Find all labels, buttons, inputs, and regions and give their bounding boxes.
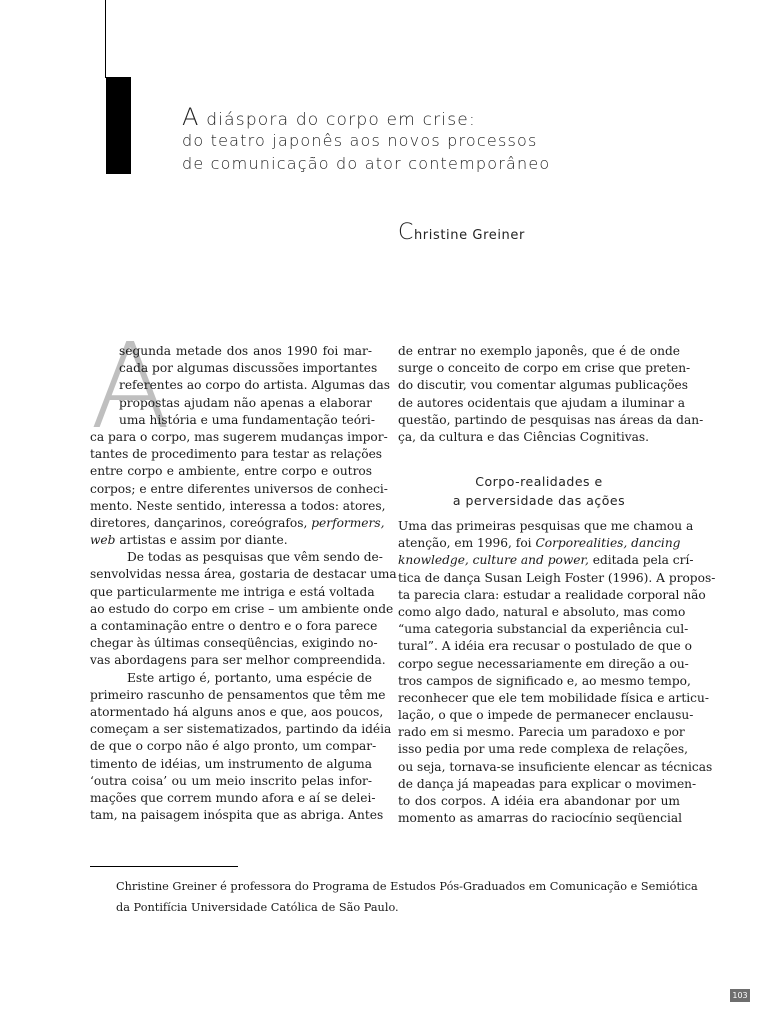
text-line: entre corpo e ambiente, entre corpo e outros (90, 464, 372, 479)
text-line: como algo dado, natural e absoluto, mas como (398, 604, 686, 619)
text-line: de autores ocidentais que ajudam a iluminar a (398, 395, 685, 410)
paragraph-5 (398, 518, 716, 827)
title-accent-bar (106, 77, 131, 174)
text-line: surge o conceito de corpo em crise que preten- (398, 361, 691, 376)
text-line: primeiro rascunho de pensamentos que têm me (90, 687, 386, 702)
column-right-section (398, 518, 716, 827)
text-line: que particularmente me intriga e está voltada (90, 584, 375, 599)
text-line: mações que correm mundo afora e aí se delei- (90, 790, 376, 805)
text-line: “uma categoria substancial da experiência cul- (398, 622, 689, 637)
text-line: de que o corpo não é algo pronto, um compar- (90, 739, 377, 754)
top-vertical-rule (105, 0, 106, 78)
text-line: ou seja, tornava-se insuficiente elencar as técnicas (398, 759, 713, 774)
text-line: ta parecia clara: estudar a realidade corporal não (398, 587, 706, 602)
text-line: timento de idéias, um instrumento de alguma (90, 756, 372, 771)
italic-term: performers, (311, 515, 385, 530)
text-line: isso pedia por uma rede complexa de relações, (398, 742, 689, 757)
text-line: ‘outra coisa’ ou um meio inscrito pelas infor- (90, 773, 372, 788)
text-line: segunda metade dos anos 1990 foi mar- (119, 344, 372, 358)
text-line: do discutir, vou comentar algumas publicações (398, 378, 688, 393)
column-right (398, 343, 704, 446)
text-line: chegar às últimas conseqüências, exigindo no- (90, 636, 378, 651)
text-line: propostas ajudam não apenas a elaborar (119, 395, 372, 410)
text-line: uma história e uma fundamentação teóri- (119, 412, 375, 427)
text-line: de dança já mapeadas para explicar o movimen- (398, 776, 697, 791)
section-heading-line-2: a perversidade das ações (452, 493, 626, 508)
author-name-rest: hristine Greiner (413, 228, 525, 243)
title-line-1 (182, 103, 550, 131)
italic-term: web (90, 533, 116, 548)
text-line: Uma das primeiras pesquisas que me chamou a (398, 519, 694, 533)
text-line: mento. Neste sentido, interessa a todos: atores, (90, 498, 386, 513)
paragraph-3 (90, 670, 392, 825)
paragraph-1 (90, 343, 391, 549)
text-line: Este artigo é, portanto, uma espécie de (127, 670, 372, 685)
text-line: De todas as pesquisas que vêm sendo de- (127, 550, 383, 565)
text-line: ca para o corpo, mas sugerem mudanças impor- (90, 429, 388, 444)
text-line: referentes ao corpo do artista. Algumas das (119, 378, 391, 393)
text-line: vas abordagens para ser melhor compreendida. (90, 653, 386, 668)
text-line: momento as amarras do raciocínio seqüencial (398, 811, 683, 826)
text-line: questão, partindo de pesquisas nas áreas da dan- (398, 412, 704, 427)
text-line: knowledge, culture and power, editada pela crí- (398, 553, 694, 568)
paragraph-4 (398, 343, 704, 446)
text-line: tantes de procedimento para testar as relações (90, 447, 383, 462)
text-line: atormentado há alguns anos e que, aos poucos, (90, 704, 384, 719)
paragraph-2 (90, 549, 397, 669)
title-initial: A (182, 103, 200, 131)
text-line: diretores, dançarinos, coreógrafos, performers, (90, 515, 385, 530)
text-line: to dos corpos. A idéia era abandonar por um (398, 794, 680, 808)
column-left (90, 343, 397, 824)
text-line: corpo segue necessariamente em direção a ou- (398, 656, 689, 671)
text-line: tam, na paisagem inóspita que as abriga. Antes (90, 808, 384, 823)
title-line-3: de comunicação do ator contemporâneo (182, 154, 551, 173)
text-line: rado em si mesmo. Parecia um paradoxo e por (398, 725, 685, 740)
article-title (182, 103, 551, 175)
text-line: cada por algumas discussões importantes (119, 361, 378, 376)
text-line: começam a ser sistematizados, partindo da idéia (90, 722, 392, 737)
footnote-line-2: da Pontifícia Universidade Católica de São Paulo. (116, 901, 399, 914)
text-line: senvolvidas nessa área, gostaria de destacar uma (90, 567, 397, 582)
text-line: a contaminação entre o dentro e o fora parece (90, 619, 378, 633)
page-number: 103 (730, 989, 750, 1002)
text-line: lação, o que o impede de permanecer enclausu- (398, 708, 694, 723)
text-line: tural”. A idéia era recusar o postulado de que o (398, 639, 692, 654)
text-line: corpos; e entre diferentes universos de conheci- (90, 481, 388, 496)
footnote-line-1: Christine Greiner é professora do Programa de Estudos Pós-Graduados em Comunicação e Semiótica (116, 880, 698, 893)
title-line-1-text: diáspora do corpo em crise: (199, 110, 476, 130)
title-line-2: do teatro japonês aos novos processos (182, 131, 538, 150)
text-line: tros campos de significado e, ao mesmo tempo, (398, 673, 691, 688)
italic-title: knowledge, culture and power, (398, 553, 589, 568)
section-heading-line-1: Corpo-realidades e (475, 474, 603, 489)
text-line: atenção, em 1996, foi Corporealities, dancing (398, 536, 681, 551)
author-initial: C (398, 220, 414, 245)
section-heading (398, 472, 680, 510)
text-line: reconhecer que ele tem mobilidade física e articu- (398, 690, 709, 705)
text-line: tica de dança Susan Leigh Foster (1996). A propos- (398, 570, 716, 585)
drop-cap: A (90, 317, 167, 455)
italic-title: Corporealities, dancing (535, 536, 681, 551)
text-line: de entrar no exemplo japonês, que é de onde (398, 344, 680, 358)
text-line: ça, da cultura e das Ciências Cognitivas. (398, 429, 650, 444)
footnote (116, 876, 698, 918)
text-line: ao estudo do corpo em crise – um ambiente onde (90, 601, 394, 616)
footnote-rule (90, 866, 238, 867)
author-name (398, 220, 525, 245)
text-line: web artistas e assim por diante. (90, 533, 288, 548)
